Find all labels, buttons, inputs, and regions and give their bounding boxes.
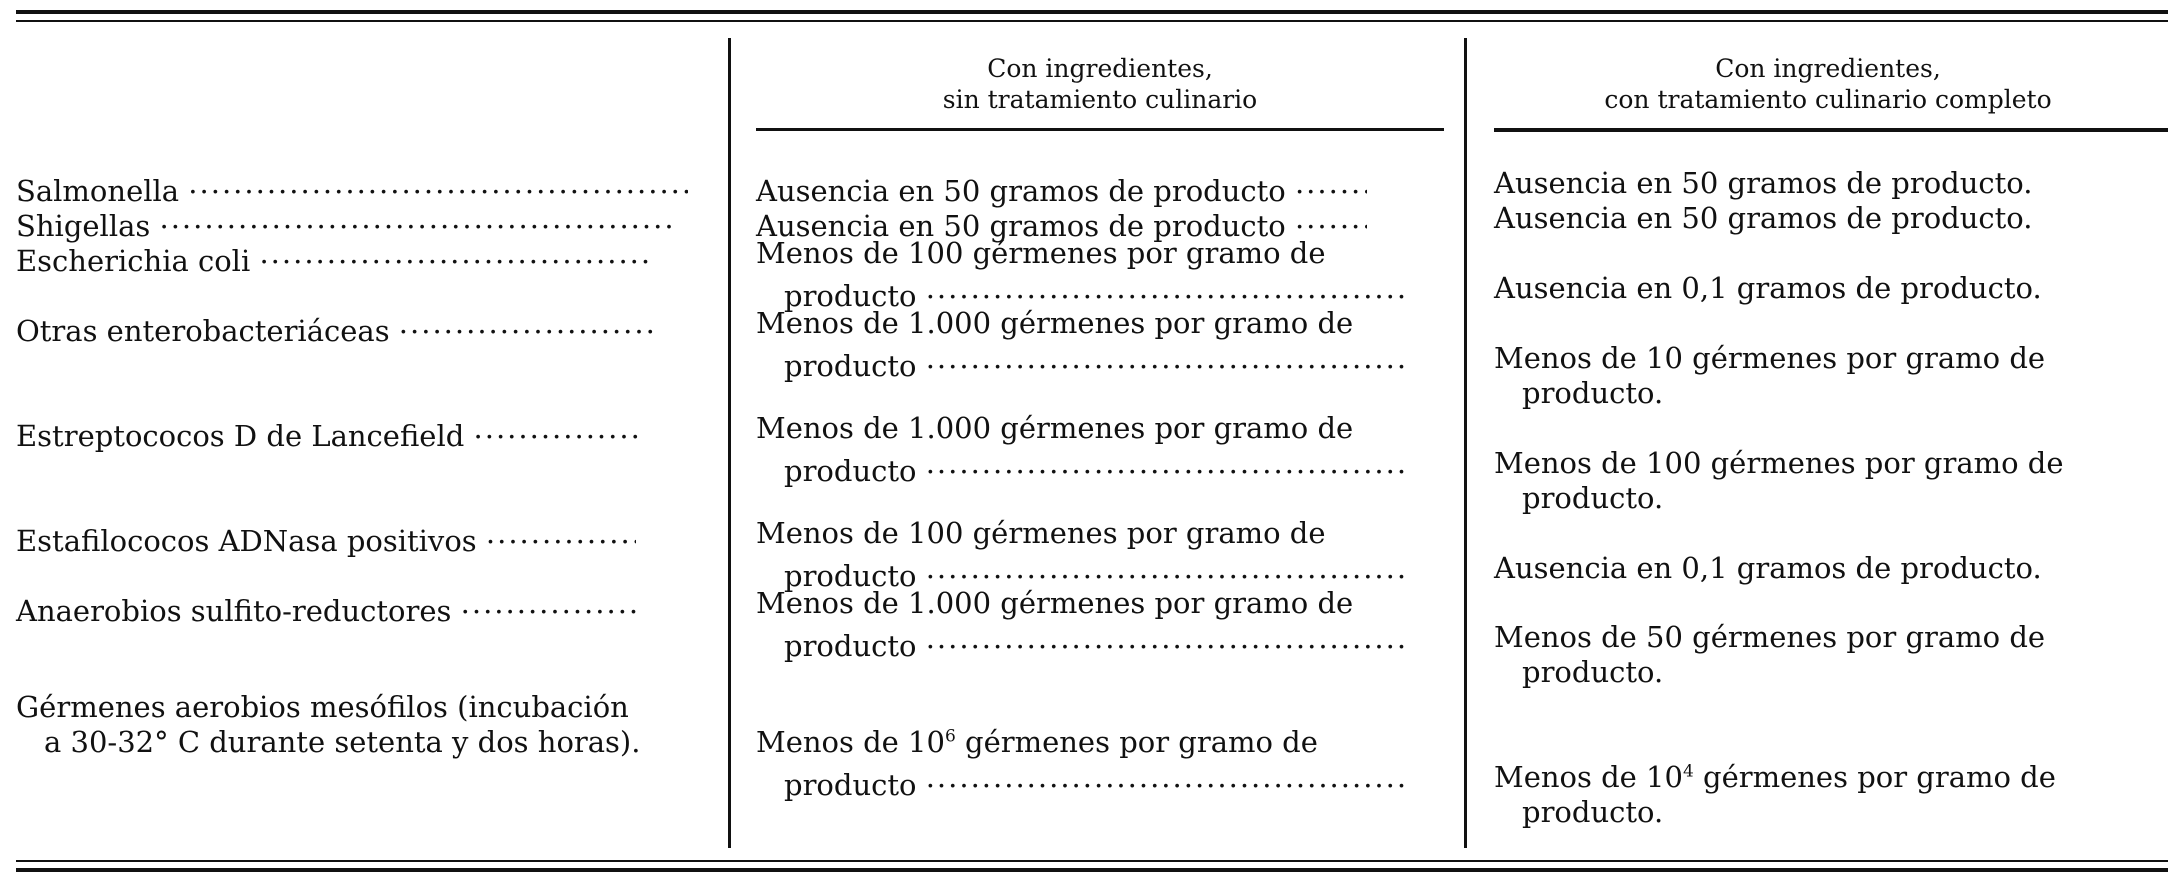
- raw-salmonella: Ausencia en 50 gramos de producto .....: [756, 166, 1367, 209]
- cooked-salmonella: Ausencia en 50 gramos de producto.: [1494, 166, 2033, 200]
- row-label-germenes-aerobios: Gérmenes aerobios mesófilos (incubación a 30-32° C durante setenta y dos horas).: [16, 690, 641, 759]
- row-label-anaerobios: Anaerobios sulfito-reductores .....: [16, 586, 702, 629]
- header-underline-cooked: [1494, 128, 2168, 132]
- header-cooked: [1494, 53, 2162, 115]
- bottom-rule-thick: [16, 868, 2168, 872]
- top-rule-thin: [16, 20, 2168, 22]
- cooked-estreptococos: Menos de 100 gérmenes por gramo de producto.: [1494, 446, 2064, 515]
- cooked-enterobacteriaceas: Menos de 10 gérmenes por gramo de producto.: [1494, 341, 2046, 410]
- row-label-escherichia: Escherichia coli .....: [16, 236, 702, 279]
- cooked-anaerobios: Menos de 50 gérmenes por gramo de producto.: [1494, 620, 2046, 689]
- raw-shigellas: Ausencia en 50 gramos de producto .....: [756, 201, 1367, 244]
- header-underline-raw: [756, 128, 1444, 131]
- header-raw-line1: Con ingredientes, sin tratamiento culinario: [942, 54, 1258, 114]
- row-label-estafilococos: Estafilococos ADNasa positivos .....: [16, 516, 702, 559]
- header-raw: [756, 53, 1444, 115]
- cooked-estafilococos: Ausencia en 0,1 gramos de producto.: [1494, 551, 2042, 585]
- cooked-shigellas: Ausencia en 50 gramos de producto.: [1494, 201, 2033, 235]
- cooked-escherichia: Ausencia en 0,1 gramos de producto.: [1494, 271, 2042, 305]
- row-label-shigellas: Shigellas .....: [16, 201, 702, 244]
- raw-estafilococos: Menos de 100 gérmenes por gramo de producto .....: [756, 516, 1406, 594]
- raw-escherichia: Menos de 100 gérmenes por gramo de producto .....: [756, 236, 1406, 314]
- raw-estreptococos: Menos de 1.000 gérmenes por gramo de producto .....: [756, 411, 1406, 489]
- bottom-rule-thin: [16, 860, 2168, 862]
- raw-enterobacteriaceas: Menos de 1.000 gérmenes por gramo de producto .....: [756, 306, 1406, 384]
- top-rule-thick: [16, 10, 2168, 14]
- row-label-salmonella: Salmonella .....: [16, 166, 702, 209]
- raw-anaerobios: Menos de 1.000 gérmenes por gramo de producto .....: [756, 586, 1406, 664]
- cooked-germenes-aerobios: Menos de $10^4$ gérmenes por gramo de producto.: [1494, 760, 2056, 829]
- header-cooked-line1: Con ingredientes, con tratamiento culinario completo: [1604, 54, 2052, 114]
- column-separator-2: [1464, 38, 1467, 848]
- column-separator-1: [728, 38, 731, 848]
- row-label-estreptococos: Estreptococos D de Lancefield .....: [16, 411, 702, 454]
- row-label-enterobacteriaceas: Otras enterobacteriáceas .....: [16, 306, 702, 349]
- raw-germenes-aerobios: Menos de $10^6$ gérmenes por gramo de producto .....: [756, 725, 1406, 803]
